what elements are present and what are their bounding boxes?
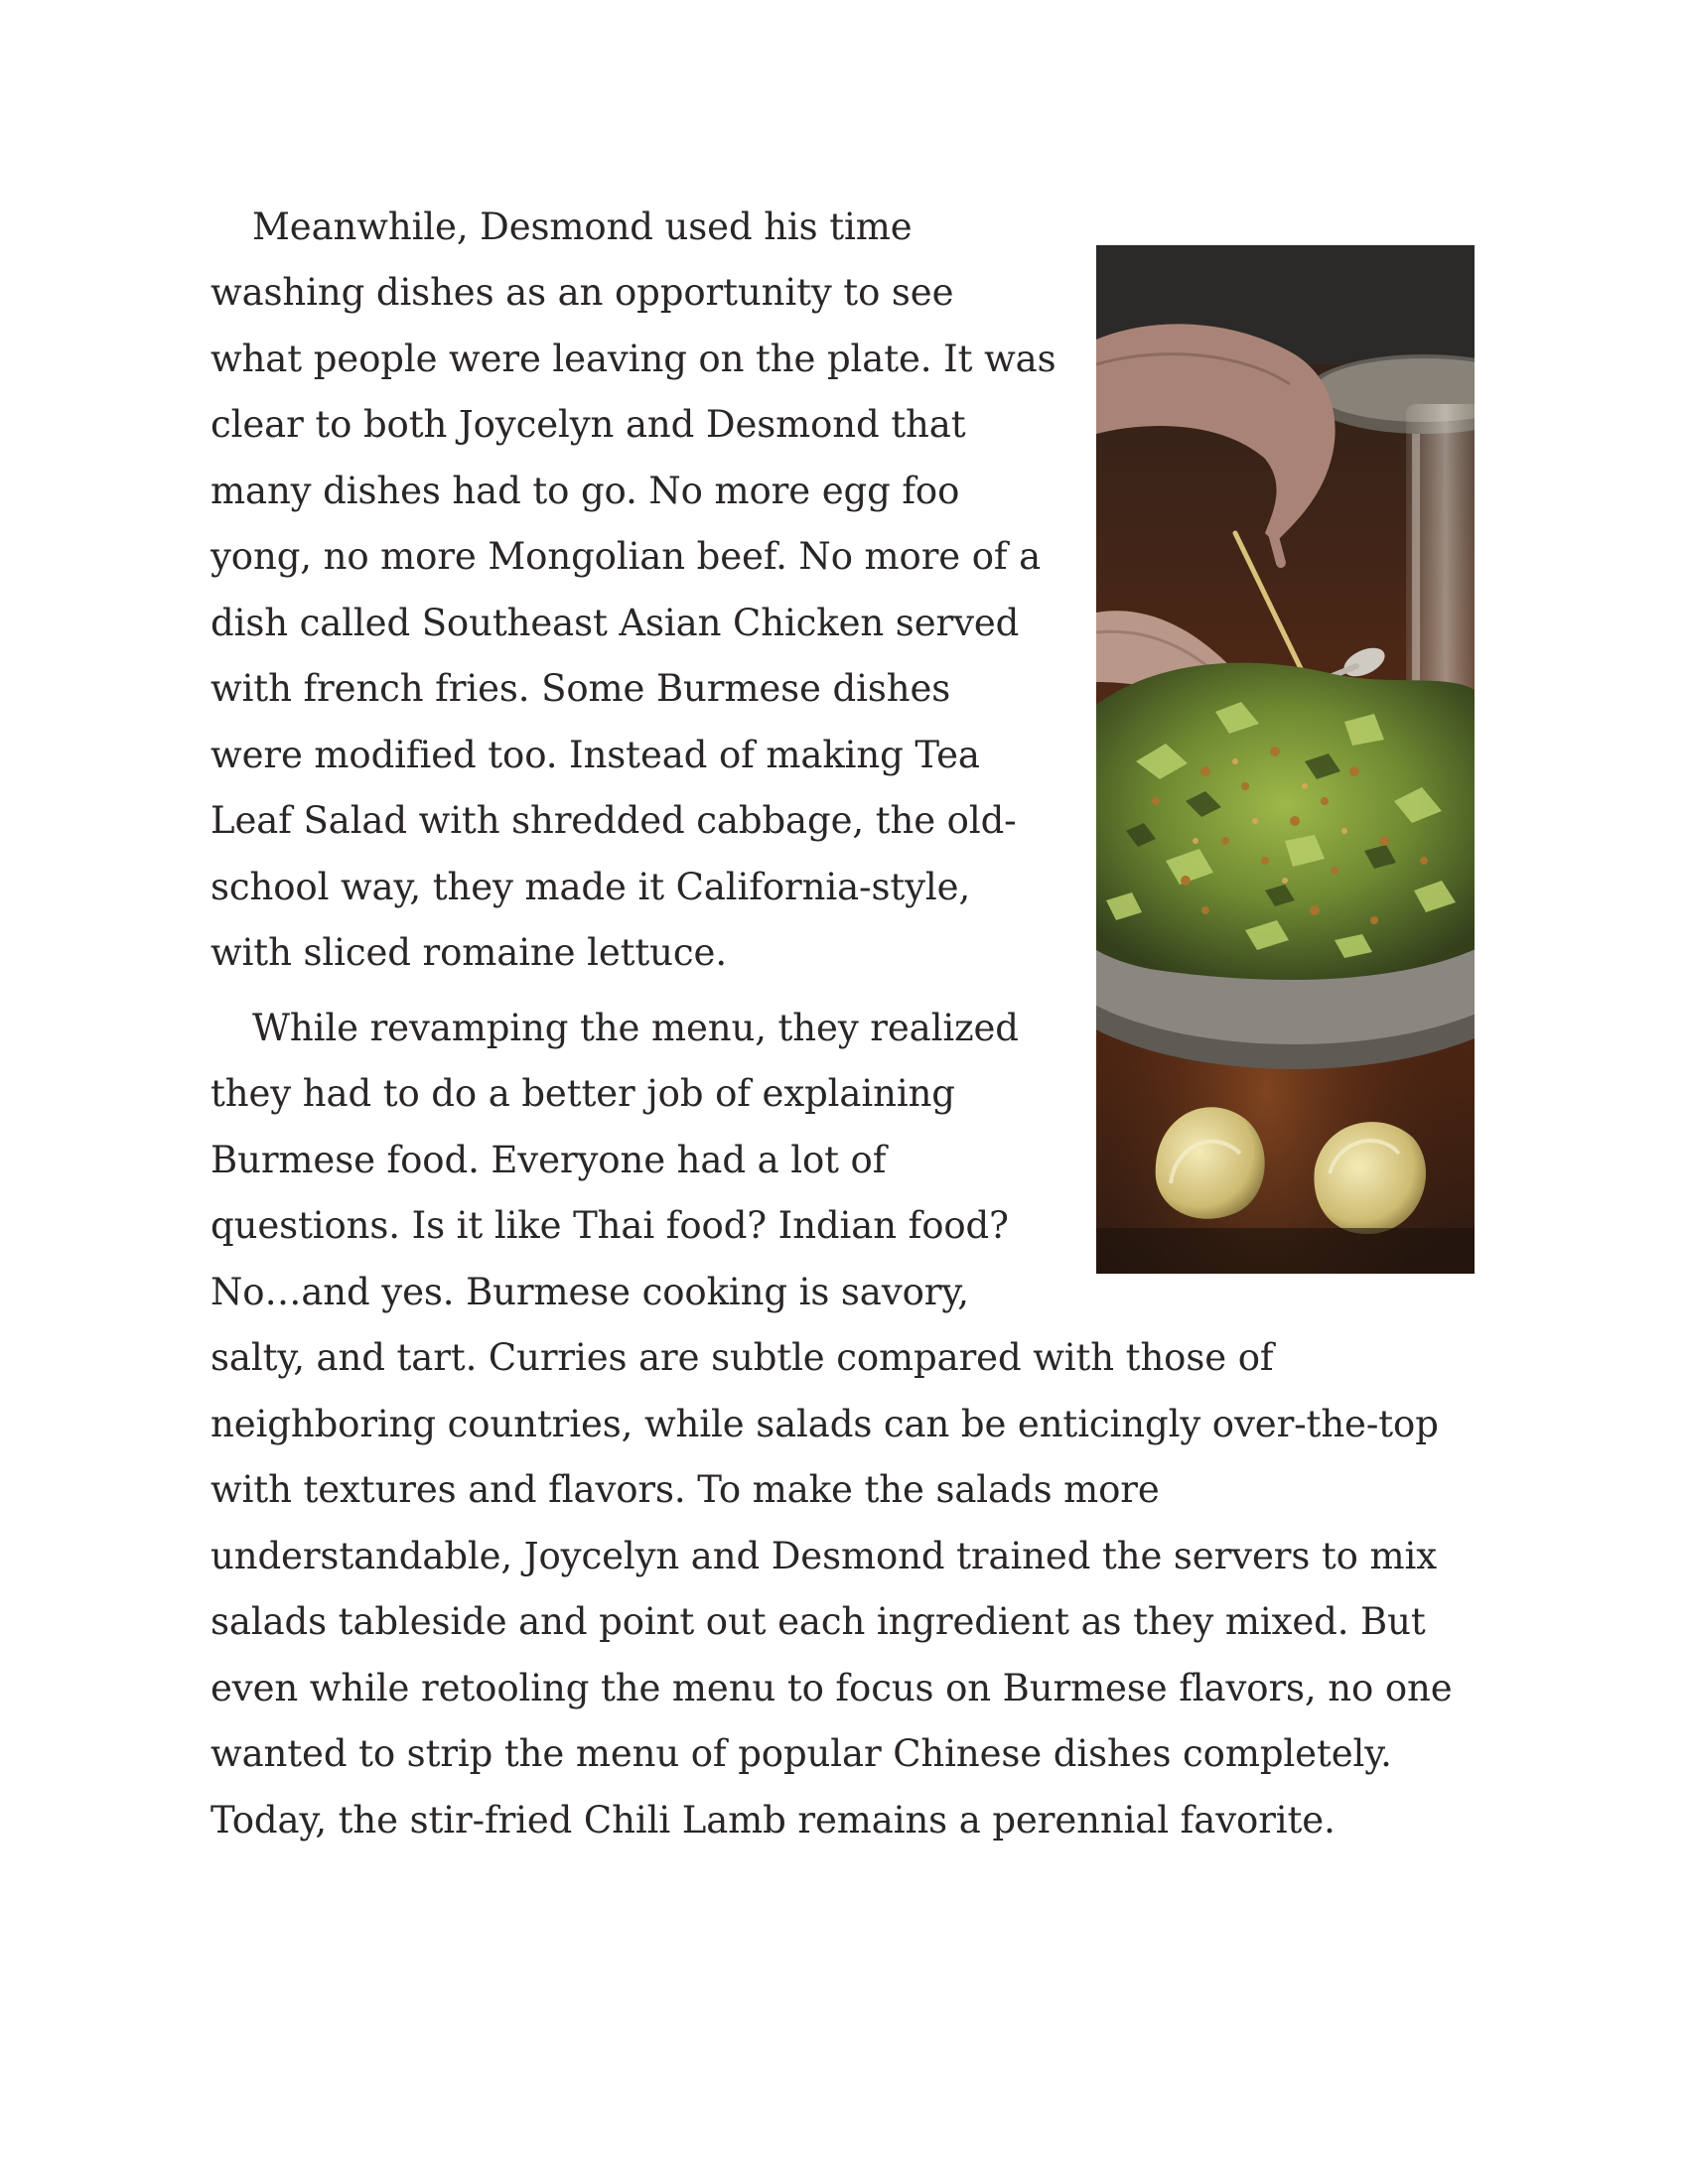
- paragraph-1-line: were modified too. Instead of making Tea: [211, 734, 980, 776]
- paragraph-2-line: questions. Is it like Thai food? Indian food?: [211, 1204, 1009, 1247]
- paragraph-1-line: yong, no more Mongolian beef. No more of a: [211, 535, 1042, 578]
- salad-photo: [1096, 245, 1475, 1274]
- paragraph-2-line: salads tableside and point out each ingredient as they mixed. But: [211, 1600, 1426, 1643]
- paragraph-1-line: clear to both Joycelyn and Desmond that: [211, 403, 966, 446]
- paragraph-2-line: salty, and tart. Curries are subtle compared with those of: [211, 1336, 1274, 1379]
- paragraph-2-line: even while retooling the menu to focus on Burmese flavors, no one: [211, 1667, 1453, 1709]
- paragraph-2-line: neighboring countries, while salads can be enticingly over-the-top: [211, 1403, 1439, 1445]
- paragraph-2-line: understandable, Joycelyn and Desmond trained the servers to mix: [211, 1535, 1438, 1577]
- paragraph-1-line: with sliced romaine lettuce.: [211, 931, 727, 974]
- paragraph-2-line: wanted to strip the menu of popular Chinese dishes completely.: [211, 1732, 1392, 1775]
- paragraph-1-line: Meanwhile, Desmond used his time: [252, 205, 913, 248]
- paragraph-2-line: No…and yes. Burmese cooking is savory,: [211, 1271, 969, 1313]
- paragraph-1-line: what people were leaving on the plate. It was: [211, 338, 1056, 380]
- paragraph-2-line: with textures and flavors. To make the salads more: [211, 1468, 1160, 1511]
- paragraph-2-line: they had to do a better job of explaining: [211, 1072, 955, 1115]
- paragraph-1-line: many dishes had to go. No more egg foo: [211, 470, 960, 512]
- paragraph-1-line: with french fries. Some Burmese dishes: [211, 667, 951, 710]
- paragraph-2-line: While revamping the menu, they realized: [252, 1007, 1019, 1049]
- paragraph-1-line: washing dishes as an opportunity to see: [211, 271, 954, 314]
- salad-photo-illustration: [1096, 245, 1475, 1274]
- paragraph-2-line: Today, the stir-fried Chili Lamb remains a perennial favorite.: [211, 1799, 1336, 1842]
- paragraph-1-line: dish called Southeast Asian Chicken served: [211, 602, 1020, 644]
- paragraph-2-line: Burmese food. Everyone had a lot of: [211, 1139, 887, 1181]
- paragraph-1-line: Leaf Salad with shredded cabbage, the old-: [211, 799, 1017, 842]
- paragraph-1-line: school way, they made it California-style,: [211, 866, 971, 908]
